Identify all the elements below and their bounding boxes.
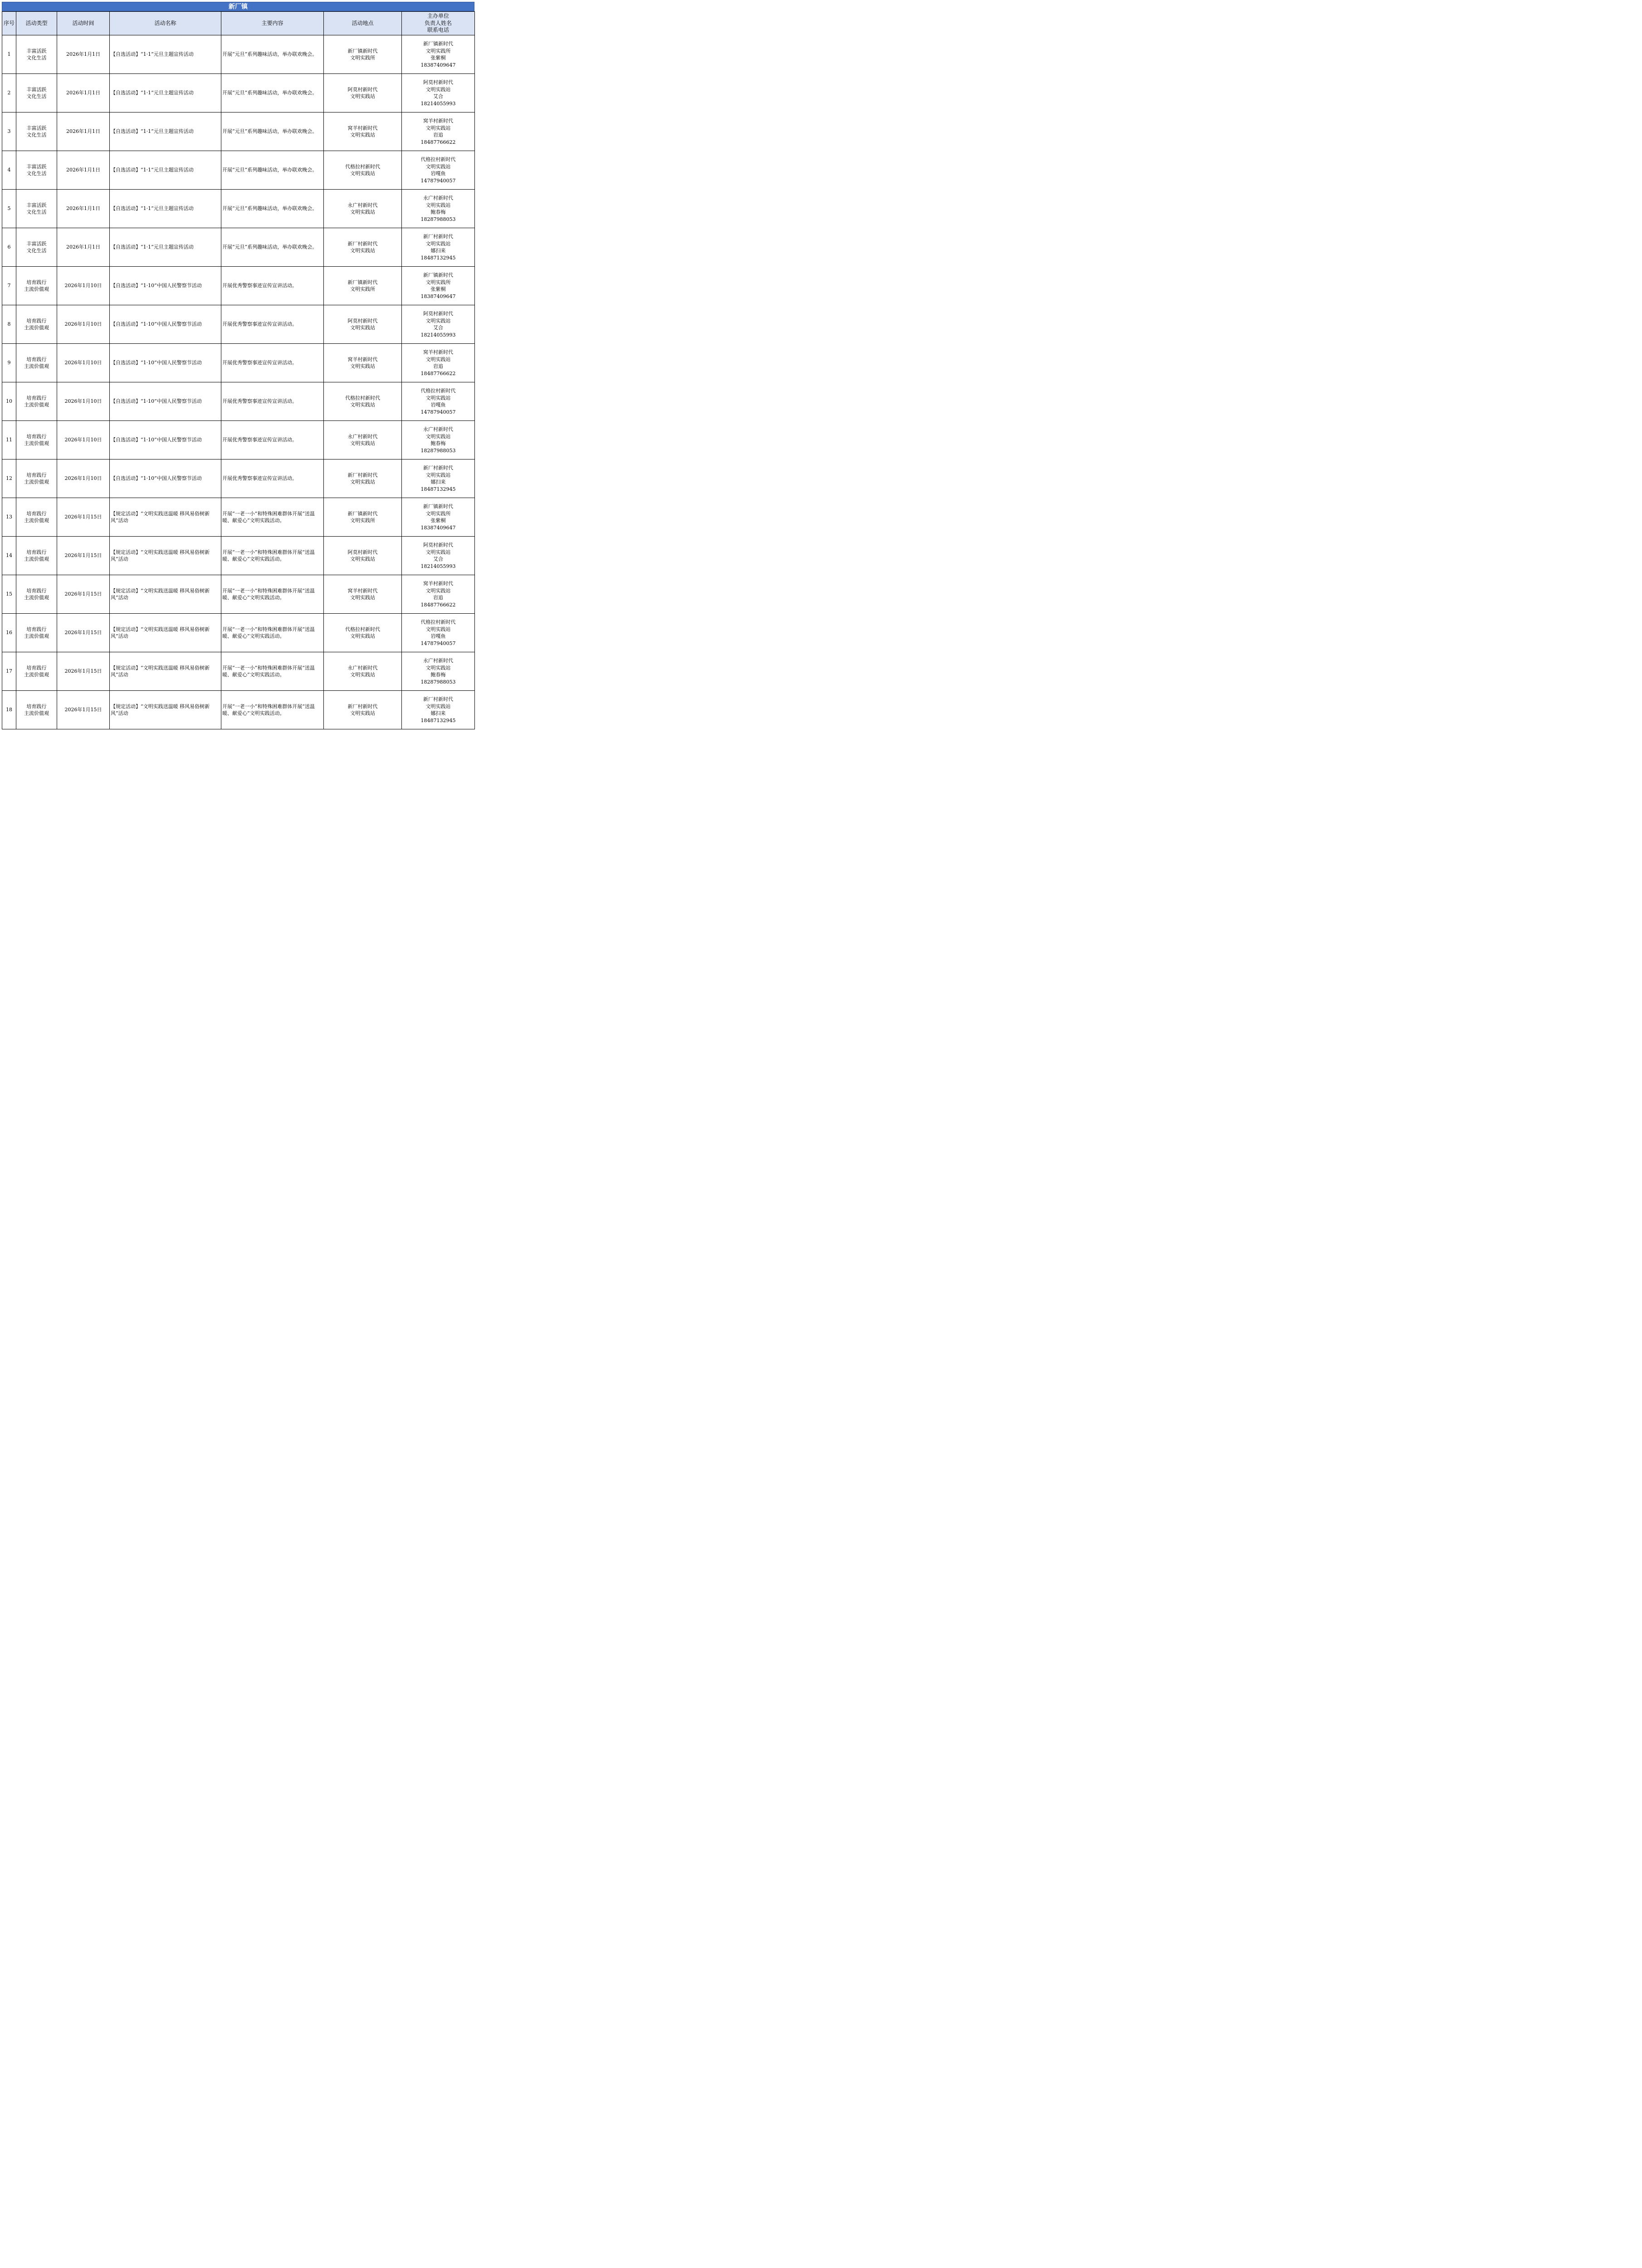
cell-name: 【自选活动】“1·1”元旦主题宣传活动 <box>110 228 221 267</box>
cell-host: 新厂村新时代 文明实践站 娜扫来 18487132945 <box>402 228 475 267</box>
cell-no: 14 <box>2 537 16 575</box>
table-row <box>2 459 475 498</box>
cell-host: 新厂镇新时代 文明实践所 张紫桐 18387409647 <box>402 498 475 537</box>
cell-content: 开展“一老一小”和特殊困难群体开展“送温暖、献爱心”文明实践活动。 <box>221 537 324 575</box>
cell-type: 培育践行 主流价值观 <box>16 267 57 305</box>
cell-no: 5 <box>2 190 16 228</box>
cell-place: 新厂村新时代 文明实践站 <box>324 459 402 498</box>
cell-time: 2026年1月10日 <box>57 344 110 382</box>
cell-name: 【规定活动】“文明实践送温暖 移风易俗树新风”活动 <box>110 691 221 729</box>
cell-name: 【自选活动】“1·10”中国人民警察节活动 <box>110 421 221 459</box>
cell-host: 代格拉村新时代 文明实践站 岩嘎鱼 14787940057 <box>402 151 475 190</box>
cell-time: 2026年1月10日 <box>57 459 110 498</box>
cell-host: 新厂村新时代 文明实践站 娜扫来 18487132945 <box>402 691 475 729</box>
header-place: 活动地点 <box>324 12 402 35</box>
table-row <box>2 74 475 112</box>
cell-no: 15 <box>2 575 16 614</box>
cell-no: 1 <box>2 35 16 74</box>
header-host: 主办单位 负责人姓名 联系电话 <box>402 12 475 35</box>
cell-place: 代格拉村新时代 文明实践站 <box>324 151 402 190</box>
cell-type: 培育践行 主流价值观 <box>16 691 57 729</box>
cell-content: 开展优秀警察事迹宣传宣讲活动。 <box>221 382 324 421</box>
cell-content: 开展“一老一小”和特殊困难群体开展“送温暖、献爱心”文明实践活动。 <box>221 498 324 537</box>
cell-content: 开展“元旦”系列趣味活动，举办联欢晚会。 <box>221 74 324 112</box>
cell-type: 培育践行 主流价值观 <box>16 421 57 459</box>
table-header <box>2 12 475 35</box>
table-row <box>2 35 475 74</box>
cell-place: 窝羊村新时代 文明实践站 <box>324 575 402 614</box>
table-row <box>2 498 475 537</box>
cell-host: 阿莫村新时代 文明实践站 艾合 18214055993 <box>402 305 475 344</box>
cell-type: 培育践行 主流价值观 <box>16 652 57 691</box>
cell-time: 2026年1月15日 <box>57 614 110 652</box>
table-row <box>2 344 475 382</box>
cell-time: 2026年1月10日 <box>57 421 110 459</box>
cell-name: 【自选活动】“1·1”元旦主题宣传活动 <box>110 35 221 74</box>
table-row <box>2 614 475 652</box>
header-time: 活动时间 <box>57 12 110 35</box>
cell-time: 2026年1月15日 <box>57 652 110 691</box>
cell-content: 开展优秀警察事迹宣传宣讲活动。 <box>221 344 324 382</box>
cell-host: 窝羊村新时代 文明实践站 岩追 18487766622 <box>402 575 475 614</box>
cell-place: 代格拉村新时代 文明实践站 <box>324 614 402 652</box>
cell-content: 开展“一老一小”和特殊困难群体开展“送温暖、献爱心”文明实践活动。 <box>221 652 324 691</box>
cell-no: 17 <box>2 652 16 691</box>
cell-time: 2026年1月15日 <box>57 537 110 575</box>
cell-time: 2026年1月1日 <box>57 112 110 151</box>
cell-type: 培育践行 主流价值观 <box>16 344 57 382</box>
cell-no: 2 <box>2 74 16 112</box>
cell-name: 【自选活动】“1·1”元旦主题宣传活动 <box>110 74 221 112</box>
cell-no: 3 <box>2 112 16 151</box>
table-row <box>2 305 475 344</box>
cell-host: 新厂村新时代 文明实践站 娜扫来 18487132945 <box>402 459 475 498</box>
cell-no: 9 <box>2 344 16 382</box>
cell-name: 【自选活动】“1·1”元旦主题宣传活动 <box>110 151 221 190</box>
activity-schedule-sheet <box>2 2 474 729</box>
cell-content: 开展“元旦”系列趣味活动，举办联欢晚会。 <box>221 228 324 267</box>
cell-no: 13 <box>2 498 16 537</box>
table-row <box>2 382 475 421</box>
cell-content: 开展“一老一小”和特殊困难群体开展“送温暖、献爱心”文明实践活动。 <box>221 575 324 614</box>
table-row <box>2 691 475 729</box>
cell-content: 开展“元旦”系列趣味活动，举办联欢晚会。 <box>221 112 324 151</box>
cell-host: 阿莫村新时代 文明实践站 艾合 18214055993 <box>402 74 475 112</box>
header-content: 主要内容 <box>221 12 324 35</box>
cell-host: 永广村新时代 文明实践站 鲍春梅 18287988053 <box>402 421 475 459</box>
cell-host: 窝羊村新时代 文明实践站 岩追 18487766622 <box>402 112 475 151</box>
cell-name: 【自选活动】“1·1”元旦主题宣传活动 <box>110 190 221 228</box>
cell-place: 新厂村新时代 文明实践站 <box>324 691 402 729</box>
cell-type: 丰富活跃 文化生活 <box>16 228 57 267</box>
cell-place: 新厂镇新时代 文明实践所 <box>324 35 402 74</box>
cell-type: 丰富活跃 文化生活 <box>16 151 57 190</box>
cell-name: 【自选活动】“1·10”中国人民警察节活动 <box>110 382 221 421</box>
cell-type: 培育践行 主流价值观 <box>16 537 57 575</box>
cell-host: 窝羊村新时代 文明实践站 岩追 18487766622 <box>402 344 475 382</box>
cell-no: 6 <box>2 228 16 267</box>
cell-place: 窝羊村新时代 文明实践站 <box>324 344 402 382</box>
cell-name: 【规定活动】“文明实践送温暖 移风易俗树新风”活动 <box>110 498 221 537</box>
cell-place: 新厂村新时代 文明实践站 <box>324 228 402 267</box>
table-row <box>2 228 475 267</box>
table-row <box>2 421 475 459</box>
cell-type: 丰富活跃 文化生活 <box>16 190 57 228</box>
cell-content: 开展“一老一小”和特殊困难群体开展“送温暖、献爱心”文明实践活动。 <box>221 691 324 729</box>
cell-time: 2026年1月10日 <box>57 382 110 421</box>
activity-table <box>2 11 475 729</box>
cell-time: 2026年1月1日 <box>57 151 110 190</box>
cell-content: 开展优秀警察事迹宣传宣讲活动。 <box>221 459 324 498</box>
cell-type: 培育践行 主流价值观 <box>16 575 57 614</box>
cell-time: 2026年1月10日 <box>57 267 110 305</box>
cell-no: 16 <box>2 614 16 652</box>
cell-place: 阿莫村新时代 文明实践站 <box>324 537 402 575</box>
cell-host: 新厂镇新时代 文明实践所 张紫桐 18387409647 <box>402 35 475 74</box>
cell-place: 代格拉村新时代 文明实践站 <box>324 382 402 421</box>
cell-time: 2026年1月15日 <box>57 498 110 537</box>
cell-name: 【自选活动】“1·10”中国人民警察节活动 <box>110 267 221 305</box>
cell-content: 开展“一老一小”和特殊困难群体开展“送温暖、献爱心”文明实践活动。 <box>221 614 324 652</box>
table-row <box>2 190 475 228</box>
cell-time: 2026年1月1日 <box>57 190 110 228</box>
cell-type: 丰富活跃 文化生活 <box>16 35 57 74</box>
cell-name: 【规定活动】“文明实践送温暖 移风易俗树新风”活动 <box>110 537 221 575</box>
cell-content: 开展“元旦”系列趣味活动，举办联欢晚会。 <box>221 35 324 74</box>
cell-time: 2026年1月1日 <box>57 35 110 74</box>
header-type: 活动类型 <box>16 12 57 35</box>
cell-name: 【规定活动】“文明实践送温暖 移风易俗树新风”活动 <box>110 614 221 652</box>
cell-content: 开展“元旦”系列趣味活动，举办联欢晚会。 <box>221 190 324 228</box>
cell-name: 【规定活动】“文明实践送温暖 移风易俗树新风”活动 <box>110 652 221 691</box>
cell-content: 开展“元旦”系列趣味活动，举办联欢晚会。 <box>221 151 324 190</box>
table-body <box>2 35 475 729</box>
table-row <box>2 112 475 151</box>
cell-no: 12 <box>2 459 16 498</box>
cell-name: 【自选活动】“1·10”中国人民警察节活动 <box>110 305 221 344</box>
cell-host: 代格拉村新时代 文明实践站 岩嘎鱼 14787940057 <box>402 382 475 421</box>
cell-place: 新厂镇新时代 文明实践所 <box>324 498 402 537</box>
cell-name: 【规定活动】“文明实践送温暖 移风易俗树新风”活动 <box>110 575 221 614</box>
cell-host: 永广村新时代 文明实践站 鲍春梅 18287988053 <box>402 190 475 228</box>
header-no: 序号 <box>2 12 16 35</box>
table-row <box>2 537 475 575</box>
cell-host: 阿莫村新时代 文明实践站 艾合 18214055993 <box>402 537 475 575</box>
cell-no: 8 <box>2 305 16 344</box>
cell-no: 11 <box>2 421 16 459</box>
table-row <box>2 151 475 190</box>
cell-time: 2026年1月15日 <box>57 575 110 614</box>
header-row <box>2 12 475 35</box>
cell-place: 永广村新时代 文明实践站 <box>324 190 402 228</box>
cell-no: 4 <box>2 151 16 190</box>
cell-time: 2026年1月15日 <box>57 691 110 729</box>
cell-name: 【自选活动】“1·10”中国人民警察节活动 <box>110 459 221 498</box>
table-row <box>2 575 475 614</box>
sheet-title: 新厂镇 <box>2 2 474 11</box>
cell-type: 培育践行 主流价值观 <box>16 459 57 498</box>
cell-time: 2026年1月10日 <box>57 305 110 344</box>
cell-no: 7 <box>2 267 16 305</box>
table-row <box>2 267 475 305</box>
cell-type: 培育践行 主流价值观 <box>16 498 57 537</box>
cell-place: 永广村新时代 文明实践站 <box>324 421 402 459</box>
cell-place: 阿莫村新时代 文明实践站 <box>324 74 402 112</box>
cell-place: 窝羊村新时代 文明实践站 <box>324 112 402 151</box>
cell-host: 新厂镇新时代 文明实践所 张紫桐 18387409647 <box>402 267 475 305</box>
cell-time: 2026年1月1日 <box>57 74 110 112</box>
cell-content: 开展优秀警察事迹宣传宣讲活动。 <box>221 305 324 344</box>
cell-no: 10 <box>2 382 16 421</box>
cell-type: 丰富活跃 文化生活 <box>16 112 57 151</box>
cell-host: 永广村新时代 文明实践站 鲍春梅 18287988053 <box>402 652 475 691</box>
cell-place: 新厂镇新时代 文明实践所 <box>324 267 402 305</box>
cell-time: 2026年1月1日 <box>57 228 110 267</box>
cell-place: 永广村新时代 文明实践站 <box>324 652 402 691</box>
cell-name: 【自选活动】“1·10”中国人民警察节活动 <box>110 344 221 382</box>
cell-type: 培育践行 主流价值观 <box>16 382 57 421</box>
cell-type: 丰富活跃 文化生活 <box>16 74 57 112</box>
cell-place: 阿莫村新时代 文明实践站 <box>324 305 402 344</box>
header-name: 活动名称 <box>110 12 221 35</box>
cell-name: 【自选活动】“1·1”元旦主题宣传活动 <box>110 112 221 151</box>
cell-type: 培育践行 主流价值观 <box>16 305 57 344</box>
table-row <box>2 652 475 691</box>
cell-host: 代格拉村新时代 文明实践站 岩嘎鱼 14787940057 <box>402 614 475 652</box>
cell-content: 开展优秀警察事迹宣传宣讲活动。 <box>221 267 324 305</box>
cell-content: 开展优秀警察事迹宣传宣讲活动。 <box>221 421 324 459</box>
cell-no: 18 <box>2 691 16 729</box>
cell-type: 培育践行 主流价值观 <box>16 614 57 652</box>
